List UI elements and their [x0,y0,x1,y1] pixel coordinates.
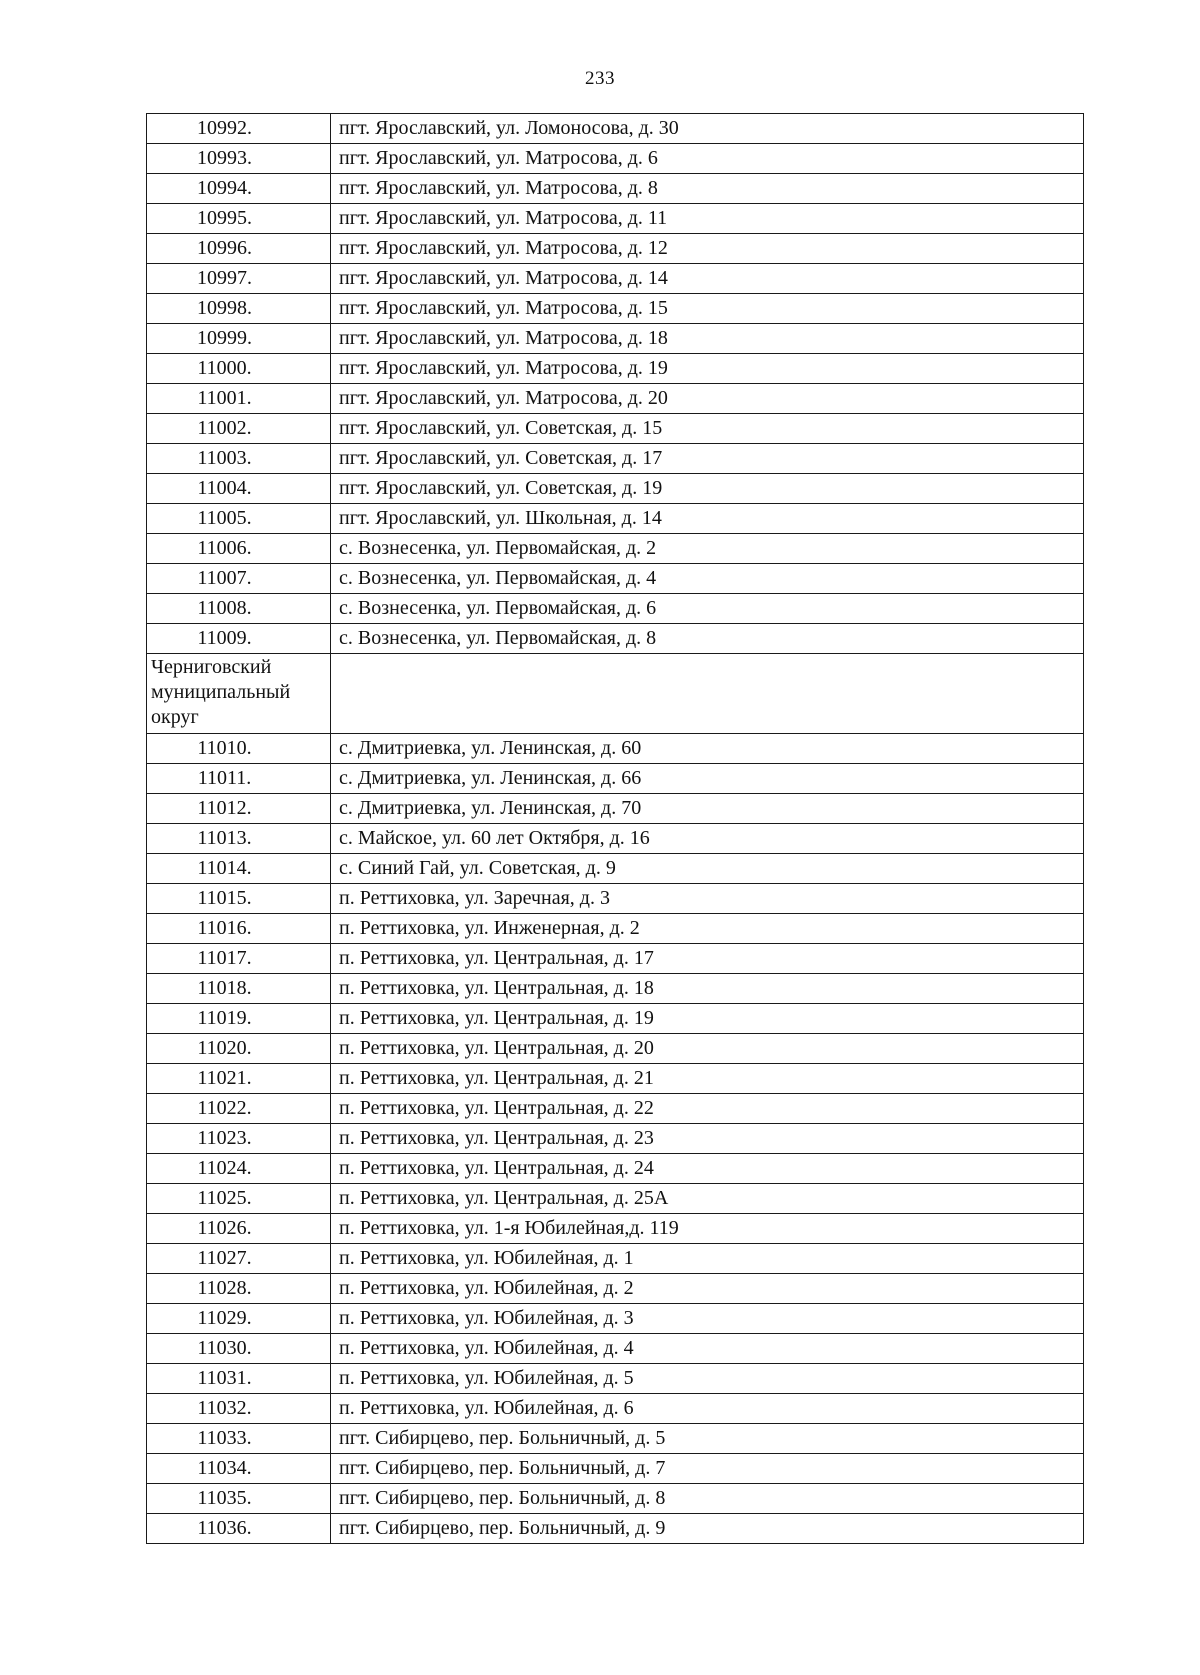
table-row [147,534,1084,564]
table-row [147,764,1084,794]
row-number: 11022. [147,1094,331,1124]
row-address: пгт. Ярославский, ул. Матросова, д. 12 [331,234,1084,264]
table-row [147,1034,1084,1064]
table-row [147,734,1084,764]
table-row [147,1304,1084,1334]
row-number: 11009. [147,624,331,654]
table-row [147,1154,1084,1184]
row-address: п. Реттиховка, ул. Центральная, д. 23 [331,1124,1084,1154]
row-number: 11021. [147,1064,331,1094]
row-address: п. Реттиховка, ул. Центральная, д. 22 [331,1094,1084,1124]
table-row [147,1184,1084,1214]
table-row [147,824,1084,854]
table-row [147,114,1084,144]
row-address: пгт. Ярославский, ул. Школьная, д. 14 [331,504,1084,534]
row-number: 11005. [147,504,331,534]
row-address: п. Реттиховка, ул. Центральная, д. 17 [331,944,1084,974]
row-number: 11002. [147,414,331,444]
table-row [147,854,1084,884]
row-address: п. Реттиховка, ул. Центральная, д. 18 [331,974,1084,1004]
row-number: 11006. [147,534,331,564]
address-table [146,113,1084,1544]
row-address: с. Дмитриевка, ул. Ленинская, д. 70 [331,794,1084,824]
table-row [147,1004,1084,1034]
row-number: 11033. [147,1424,331,1454]
row-address: п. Реттиховка, ул. Юбилейная, д. 5 [331,1364,1084,1394]
row-number: 10994. [147,174,331,204]
table-row [147,444,1084,474]
row-number: 11015. [147,884,331,914]
row-address: п. Реттиховка, ул. Центральная, д. 24 [331,1154,1084,1184]
row-number: 11018. [147,974,331,1004]
row-address: пгт. Ярославский, ул. Советская, д. 17 [331,444,1084,474]
row-address: пгт. Ярославский, ул. Матросова, д. 6 [331,144,1084,174]
page-number: 233 [585,68,615,89]
row-number: 11036. [147,1514,331,1544]
table-row [147,914,1084,944]
table-row [147,204,1084,234]
row-address: пгт. Сибирцево, пер. Больничный, д. 5 [331,1424,1084,1454]
row-address: п. Реттиховка, ул. Юбилейная, д. 2 [331,1274,1084,1304]
row-number: 11014. [147,854,331,884]
section-empty-cell [331,654,1084,734]
row-address: п. Реттиховка, ул. Центральная, д. 21 [331,1064,1084,1094]
row-number: 10995. [147,204,331,234]
row-number: 10999. [147,324,331,354]
table-row [147,1514,1084,1544]
row-number: 11028. [147,1274,331,1304]
row-address: п. Реттиховка, ул. Юбилейная, д. 3 [331,1304,1084,1334]
row-number: 11027. [147,1244,331,1274]
row-number: 11035. [147,1484,331,1514]
row-address: с. Майское, ул. 60 лет Октября, д. 16 [331,824,1084,854]
table-row [147,1064,1084,1094]
row-number: 11001. [147,384,331,414]
row-address: п. Реттиховка, ул. Центральная, д. 20 [331,1034,1084,1064]
row-address: п. Реттиховка, ул. Инженерная, д. 2 [331,914,1084,944]
table-row [147,884,1084,914]
row-number: 10998. [147,294,331,324]
table-row [147,944,1084,974]
table-row [147,324,1084,354]
table-row [147,1454,1084,1484]
row-number: 10996. [147,234,331,264]
table-row [147,594,1084,624]
row-number: 10997. [147,264,331,294]
table-row [147,264,1084,294]
row-address: с. Вознесенка, ул. Первомайская, д. 8 [331,624,1084,654]
row-number: 11004. [147,474,331,504]
table-row [147,234,1084,264]
row-address: пгт. Сибирцево, пер. Больничный, д. 7 [331,1454,1084,1484]
row-address: пгт. Ярославский, ул. Советская, д. 19 [331,474,1084,504]
row-address: пгт. Сибирцево, пер. Больничный, д. 8 [331,1484,1084,1514]
row-address: с. Синий Гай, ул. Советская, д. 9 [331,854,1084,884]
table-row [147,504,1084,534]
section-header-row [147,654,1084,734]
row-address: п. Реттиховка, ул. Юбилейная, д. 1 [331,1244,1084,1274]
row-address: пгт. Ярославский, ул. Матросова, д. 18 [331,324,1084,354]
row-address: п. Реттиховка, ул. Заречная, д. 3 [331,884,1084,914]
row-number: 11030. [147,1334,331,1364]
row-number: 11026. [147,1214,331,1244]
row-address: п. Реттиховка, ул. Юбилейная, д. 6 [331,1394,1084,1424]
row-address: п. Реттиховка, ул. Центральная, д. 25А [331,1184,1084,1214]
row-number: 10992. [147,114,331,144]
table-row [147,474,1084,504]
table-row [147,1394,1084,1424]
table-row [147,1484,1084,1514]
row-number: 11008. [147,594,331,624]
table-row [147,414,1084,444]
row-address: с. Дмитриевка, ул. Ленинская, д. 60 [331,734,1084,764]
table-row [147,1334,1084,1364]
row-number: 11020. [147,1034,331,1064]
table-row [147,294,1084,324]
row-number: 11000. [147,354,331,384]
row-address: п. Реттиховка, ул. Центральная, д. 19 [331,1004,1084,1034]
table-row [147,144,1084,174]
row-number: 11019. [147,1004,331,1034]
row-address: пгт. Ярославский, ул. Советская, д. 15 [331,414,1084,444]
table-row [147,624,1084,654]
table-row [147,384,1084,414]
table-row [147,564,1084,594]
address-table-body [147,114,1084,1544]
row-number: 11032. [147,1394,331,1424]
row-address: пгт. Сибирцево, пер. Больничный, д. 9 [331,1514,1084,1544]
row-address: пгт. Ярославский, ул. Матросова, д. 20 [331,384,1084,414]
row-address: пгт. Ярославский, ул. Матросова, д. 14 [331,264,1084,294]
table-row [147,1274,1084,1304]
row-address: пгт. Ярославский, ул. Матросова, д. 8 [331,174,1084,204]
row-number: 11003. [147,444,331,474]
row-address: с. Дмитриевка, ул. Ленинская, д. 66 [331,764,1084,794]
table-row [147,1424,1084,1454]
row-number: 11025. [147,1184,331,1214]
table-row [147,1244,1084,1274]
row-address: п. Реттиховка, ул. 1-я Юбилейная,д. 119 [331,1214,1084,1244]
row-number: 11016. [147,914,331,944]
row-address: пгт. Ярославский, ул. Матросова, д. 11 [331,204,1084,234]
row-number: 11031. [147,1364,331,1394]
section-title: Черниговский муниципальный округ [147,654,331,734]
row-number: 11012. [147,794,331,824]
row-number: 11023. [147,1124,331,1154]
row-address: с. Вознесенка, ул. Первомайская, д. 4 [331,564,1084,594]
row-address: с. Вознесенка, ул. Первомайская, д. 6 [331,594,1084,624]
table-row [147,1214,1084,1244]
table-row [147,174,1084,204]
row-number: 11010. [147,734,331,764]
row-number: 11034. [147,1454,331,1484]
row-number: 11011. [147,764,331,794]
row-number: 11029. [147,1304,331,1334]
row-address: пгт. Ярославский, ул. Матросова, д. 15 [331,294,1084,324]
row-address: п. Реттиховка, ул. Юбилейная, д. 4 [331,1334,1084,1364]
row-address: пгт. Ярославский, ул. Матросова, д. 19 [331,354,1084,384]
table-row [147,794,1084,824]
row-address: пгт. Ярославский, ул. Ломоносова, д. 30 [331,114,1084,144]
table-row [147,1124,1084,1154]
row-number: 11017. [147,944,331,974]
row-number: 11013. [147,824,331,854]
table-row [147,1094,1084,1124]
row-address: с. Вознесенка, ул. Первомайская, д. 2 [331,534,1084,564]
table-row [147,1364,1084,1394]
table-row [147,974,1084,1004]
row-number: 10993. [147,144,331,174]
table-row [147,354,1084,384]
row-number: 11024. [147,1154,331,1184]
row-number: 11007. [147,564,331,594]
